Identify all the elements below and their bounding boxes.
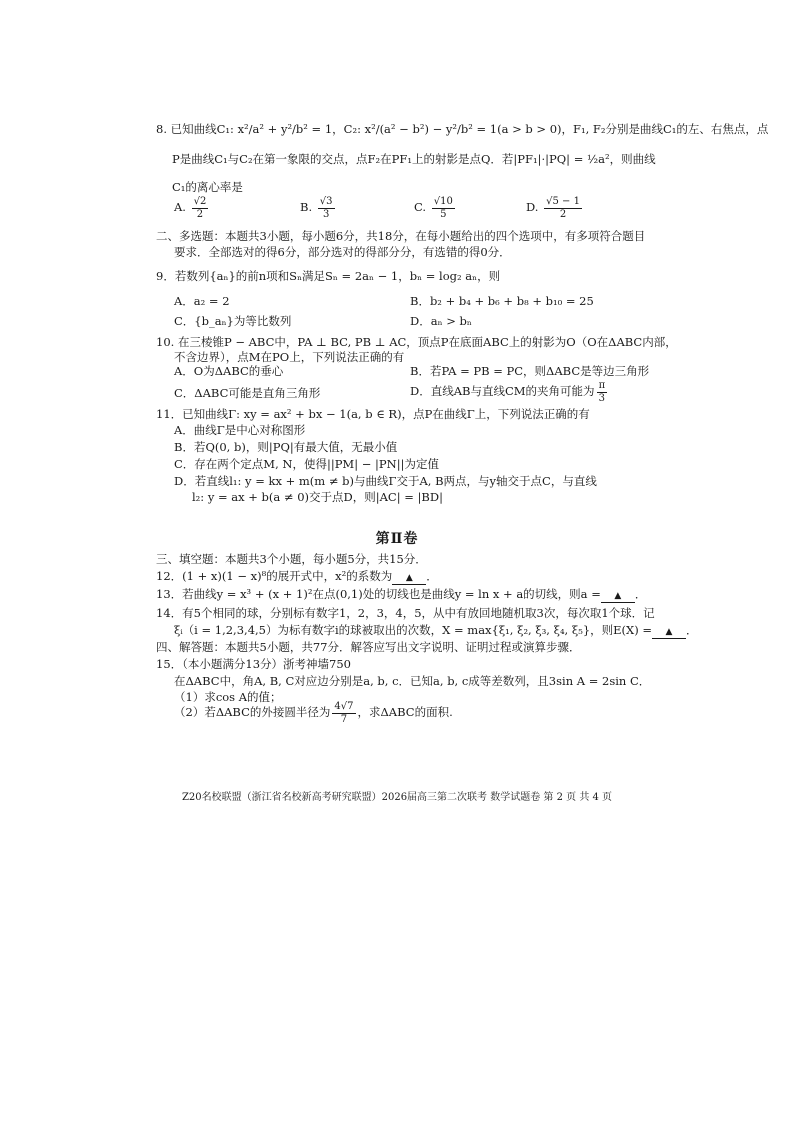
section-2-heading-cont: 要求．全部选对的得6分，部分选对的得部分分，有选错的得0分． — [174, 245, 511, 259]
q8-line2: P是曲线C₁与C₂在第一象限的交点，点F₂在PF₁上的射影是点Q．若|PF₁|·|PQ| = ½a²，则曲线 — [172, 152, 656, 166]
q10-line2: 不含边界），点M在PO上，下列说法正确的有 — [174, 350, 405, 364]
q8-line1: 8. 已知曲线C₁: x²/a² + y²/b² = 1，C₂: x²/(a² − b²) − y²/b² = 1(a > b > 0)，F₁, F₂分别是曲线C₁的左、右焦点，点 — [156, 122, 769, 136]
q11-option-c: C．存在两个定点M, N，使得||PM| − |PN||为定值 — [174, 457, 439, 471]
part-2-title: 第Ⅱ卷 — [375, 531, 419, 547]
q13: 13．若曲线y = x³ + (x + 1)²在点(0,1)处的切线也是曲线y = ln x + a的切线，则a = ▲ ． — [156, 587, 646, 603]
q11-option-b: B．若Q(0, b)，则|PQ|有最大值，无最小值 — [174, 440, 398, 454]
q15-part-2: （2）若ΔABC的外接圆半径为 $\frac{4√7}{7}$ ，求ΔABC的面积. — [174, 701, 453, 725]
section-2-heading: 二、多选题：本题共3小题，每小题6分，共18分，在每小题给出的四个选项中，有多项符合题目 — [156, 229, 646, 243]
q15-heading: 15．（本小题满分13分）浙考神墙750 — [156, 657, 351, 671]
q8-option-d — [526, 196, 584, 220]
q8-option-c — [414, 196, 457, 220]
option-fraction: $\frac{√3}{3}$ — [319, 196, 333, 220]
q12: 12．(1 + x)(1 − x)⁸的展开式中，x²的系数为 ▲ ． — [156, 569, 438, 585]
option-fraction: $\frac{√2}{2}$ — [193, 196, 207, 220]
q9-option-b: B．b₂ + b₄ + b₆ + b₈ + b₁₀ = 25 — [410, 294, 594, 308]
answer-blank: ▲ — [652, 626, 686, 639]
q9-stem: 9．若数列{aₙ}的前n项和Sₙ满足Sₙ = 2aₙ − 1，bₙ = log₂ aₙ，则 — [156, 269, 501, 283]
q11-option-d-line2: l₂: y = ax + b(a ≠ 0)交于点D，则|AC| = |BD| — [192, 490, 443, 504]
q11-option-a: A．曲线Γ是中心对称图形 — [174, 423, 306, 437]
q10-option-c: C．ΔABC可能是直角三角形 — [174, 386, 321, 400]
q9-option-c: C．{b_aₙ}为等比数列 — [174, 314, 292, 328]
q10-option-b: B．若PA = PB = PC，则ΔABC是等边三角形 — [410, 364, 650, 378]
q8-option-a — [174, 196, 210, 220]
option-letter: A. — [174, 200, 186, 214]
q15-part-1: （1）求cos A的值； — [174, 690, 282, 704]
option-letter: D. — [526, 200, 539, 214]
answer-blank: ▲ — [601, 590, 635, 603]
q10-option-a: A．O为ΔABC的垂心 — [174, 364, 284, 378]
option-fraction: $\frac{√10}{5}$ — [433, 196, 453, 220]
q10-line1: 10. 在三棱锥P − ABC中，PA ⊥ BC, PB ⊥ AC，顶点P在底面ABC上的射影为O（O在ΔABC内部， — [156, 335, 677, 349]
q14-line1: 14．有5个相同的球，分别标有数字1，2，3，4，5，从中有放回地随机取3次，每次取1个球．记 — [156, 606, 655, 620]
option-fraction: $\frac{√5 - 1}{2}$ — [546, 196, 580, 220]
option-fraction: $\frac{\pi}{3}$ — [598, 380, 606, 404]
q10-option-d: D．直线AB与直线CM的夹角可能为 $\frac{\pi}{3}$ — [410, 380, 606, 404]
section-3-heading: 三、填空题：本题共3个小题，每小题5分，共15分． — [156, 552, 427, 566]
option-letter: B. — [300, 200, 313, 214]
page-footer: Z20名校联盟（浙江省名校新高考研究联盟）2026届高三第二次联考 数学试题卷 第 2 页 共 4 页 — [181, 792, 613, 803]
q9-option-a: A．a₂ = 2 — [174, 294, 230, 308]
q11-stem: 11．已知曲线Γ: xy = ax² + bx − 1(a, b ∈ R)，点P在曲线Γ上，下列说法正确的有 — [156, 407, 590, 421]
q8-option-b — [300, 196, 337, 220]
section-4-heading: 四、解答题：本题共5小题，共77分．解答应写出文字说明、证明过程或演算步骤． — [156, 640, 581, 654]
option-letter: C. — [414, 200, 427, 214]
q11-option-d-line1: D．若直线l₁: y = kx + m(m ≠ b)与曲线Γ交于A, B两点，与y轴交于点C，与直线 — [174, 474, 597, 488]
q9-option-d: D．aₙ > bₙ — [410, 314, 472, 328]
q8-line3: C₁的离心率是 — [172, 180, 243, 194]
q15-stem: 在ΔABC中，角A, B, C对应边分别是a, b, c．已知a, b, c成等差数列，且3sin A = 2sin C． — [174, 674, 651, 688]
fraction: $\frac{4√7}{7}$ — [334, 701, 354, 725]
q14-line2: ξᵢ（i = 1,2,3,4,5）为标有数字i的球被取出的次数，X = max{ξ₁, ξ₂, ξ₃, ξ₄, ξ₅}，则E(X) = ▲ ． — [174, 623, 697, 639]
answer-blank: ▲ — [392, 572, 426, 585]
